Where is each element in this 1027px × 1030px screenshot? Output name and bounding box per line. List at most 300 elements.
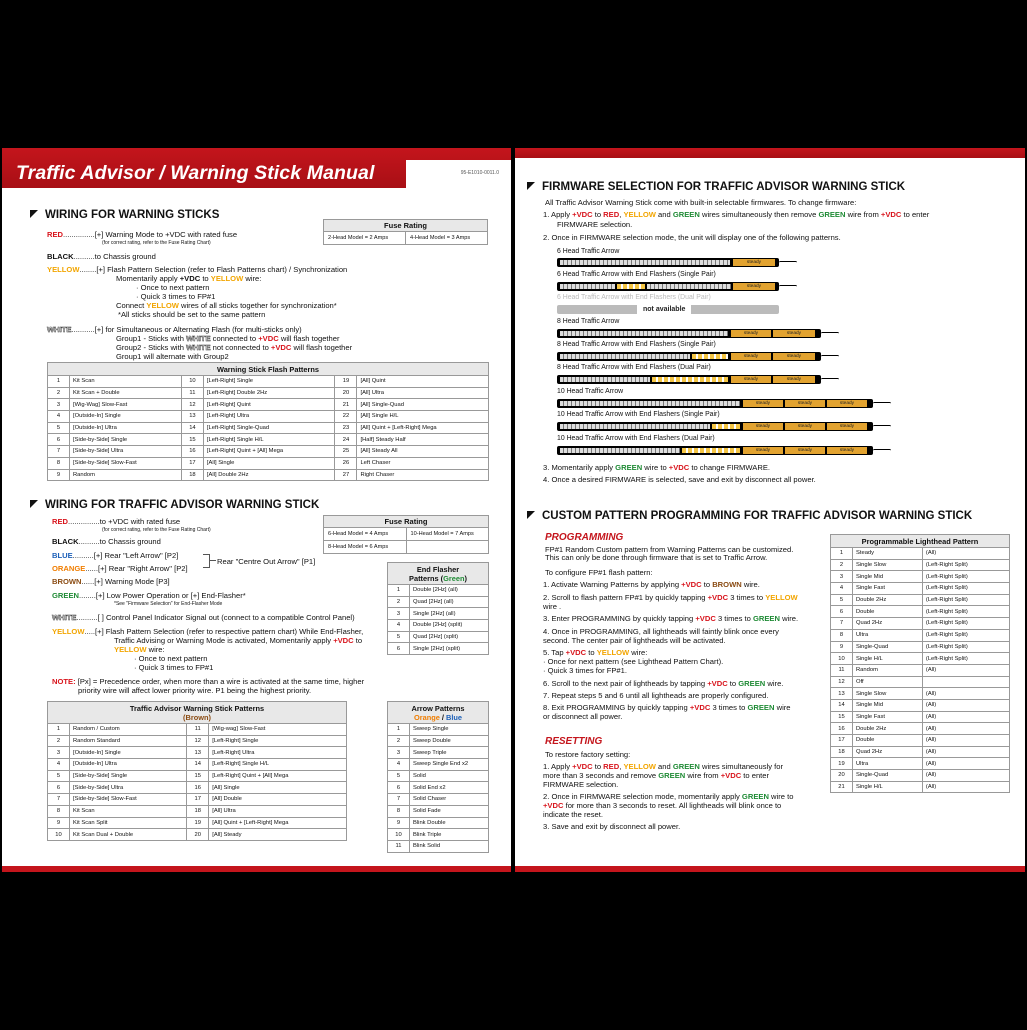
pattern-name-cell: Solid Fade: [410, 805, 489, 817]
section-marker-icon: [527, 511, 535, 519]
pattern-number-cell: 20: [335, 387, 357, 399]
pattern-name-cell: (Left-Right Split): [922, 583, 1009, 595]
pattern-number-cell: 8: [831, 629, 853, 641]
table-row: [831, 758, 1010, 770]
pattern-name-cell: [All] Double: [209, 794, 347, 806]
pattern-number-cell: 2: [831, 559, 853, 571]
pattern-name-cell: (Left-Right Split): [922, 594, 1009, 606]
fuse-rating-cell: 10-Head Model = 7 Amps: [410, 531, 474, 537]
pattern-name-cell: Quad 2Hz: [853, 618, 923, 630]
pattern-name-cell: Solid Chaser: [410, 794, 489, 806]
pattern-name-cell: Off: [853, 676, 923, 688]
end-flasher-patterns-table: [387, 562, 489, 655]
pattern-name-cell: [All] Ultra: [209, 805, 347, 817]
pattern-number-cell: 9: [48, 817, 70, 829]
pattern-name-cell: (All): [922, 664, 1009, 676]
pattern-number-cell: 25: [335, 446, 357, 458]
pattern-name-cell: [Left-Right] Quint + [All] Mega: [209, 770, 347, 782]
pattern-name-cell: [Left-Right] Ultra: [209, 747, 347, 759]
pattern-name-cell: (All): [922, 723, 1009, 735]
table-row: [831, 735, 1010, 747]
yellow-wire-line-3: · Once to next pattern: [136, 283, 210, 292]
yellow-wire-line-6: *All sticks should be set to the same pattern: [118, 310, 266, 319]
white-wire-line-2: Group1 - Sticks with WHITE connected to +VDC will flash together: [116, 334, 340, 343]
pattern-number-cell: 5: [831, 594, 853, 606]
table-row: [48, 724, 347, 736]
pattern-name-cell: (All): [922, 548, 1009, 560]
pattern-name-cell: [Half] Steady Half: [357, 434, 489, 446]
pattern-name-cell: [Outside-In] Single: [70, 411, 182, 423]
programming-step-4-cont: second. The center pair of lightheads will be activated.: [543, 636, 726, 645]
programming-intro-3: To configure FP#1 flash pattern:: [545, 568, 653, 577]
programming-step-2-cont: wire .: [543, 602, 562, 611]
table-row: [48, 446, 489, 458]
header-band: [515, 148, 1025, 158]
table-row: [831, 723, 1010, 735]
table-row: [48, 376, 489, 388]
pattern-name-cell: Single Fast: [853, 583, 923, 595]
table-row: [388, 805, 489, 817]
table-row: [388, 643, 489, 655]
pattern-number-cell: 6: [388, 643, 410, 655]
pattern-name-cell: Sweep Single: [410, 724, 489, 736]
pattern-name-cell: [All] Quint + [Left-Right] Mega: [209, 817, 347, 829]
pattern-number-cell: 1: [388, 724, 410, 736]
pattern-number-cell: 9: [388, 817, 410, 829]
table-row: [831, 781, 1010, 793]
ta-yellow-wire-line-2: Traffic Advising or Warning Mode is activated, Momentarily apply +VDC to: [114, 636, 363, 645]
pattern-number-cell: 2: [388, 596, 410, 608]
fuse-rating-cell: 6-Head Model = 4 Amps: [324, 528, 407, 540]
table-row: [48, 817, 347, 829]
pattern-number-cell: 3: [48, 399, 70, 411]
table-row: [48, 747, 347, 759]
flash-table-body: [48, 376, 489, 481]
table-row: [48, 735, 347, 747]
pattern-number-cell: 10: [388, 829, 410, 841]
table-row: [388, 817, 489, 829]
pattern-label: 8 Head Traffic Arrow with End Flashers (Dual Pair): [557, 364, 711, 371]
pattern-name-cell: Random Standard: [70, 735, 187, 747]
end-flasher-table-body: [388, 585, 489, 655]
table-row: [388, 747, 489, 759]
precedence-note-line-2: priority wire will affect lower priority wire. P1 being the highest priority.: [78, 686, 312, 695]
table-row: [831, 594, 1010, 606]
fuse-rating-row: [324, 528, 488, 541]
table-title: Programmable Lighthead Pattern: [831, 535, 1010, 548]
pattern-number-cell: 20: [187, 829, 209, 841]
programming-intro-1: FP#1 Random Custom pattern from Warning Patterns can be customized.: [545, 545, 794, 554]
table-title: Arrow Patterns Orange / Blue: [388, 702, 489, 724]
red-wire-line: RED...............[+] Warning Mode to +VDC with rated fuse: [47, 230, 238, 239]
light-stick: steady: [557, 282, 779, 291]
table-row: [388, 770, 489, 782]
pattern-number-cell: 4: [388, 620, 410, 632]
pattern-name-cell: Solid End x2: [410, 782, 489, 794]
pattern-name-cell: (All): [922, 758, 1009, 770]
light-stick: steady steady steady: [557, 422, 873, 431]
table-row: [48, 805, 347, 817]
pattern-name-cell: Kit Scan Dual + Double: [70, 829, 187, 841]
pattern-name-cell: [Outside-In] Single: [70, 747, 187, 759]
pattern-number-cell: 7: [388, 794, 410, 806]
pattern-name-cell: Single-Quad: [853, 641, 923, 653]
programmable-lighthead-pattern-table: [830, 534, 1010, 793]
pattern-name-cell: Single Slow: [853, 688, 923, 700]
pattern-number-cell: 16: [831, 723, 853, 735]
table-row: [388, 596, 489, 608]
pattern-number-cell: 23: [335, 422, 357, 434]
pattern-number-cell: 8: [388, 805, 410, 817]
arrow-table-body: [388, 724, 489, 853]
pattern-number-cell: 7: [48, 446, 70, 458]
pattern-number-cell: 12: [187, 735, 209, 747]
pattern-number-cell: 13: [181, 411, 203, 423]
pattern-name-cell: Double 2Hz: [853, 594, 923, 606]
pattern-number-cell: 13: [187, 747, 209, 759]
pattern-number-cell: 4: [388, 759, 410, 771]
pattern-number-cell: 27: [335, 469, 357, 481]
pattern-name-cell: [Left-Right] Double 2Hz: [203, 387, 335, 399]
pattern-name-cell: (All): [922, 781, 1009, 793]
pattern-number-cell: 12: [181, 399, 203, 411]
ta-blue-wire-line: BLUE..........[+] Rear "Left Arrow" [P2]: [52, 551, 179, 560]
pattern-label: 10 Head Traffic Arrow with End Flashers (Single Pair): [557, 411, 720, 418]
centre-arrow-connector: [210, 560, 216, 561]
firmware-step-1: 1. Apply +VDC to RED, YELLOW and GREEN wires simultaneously then remove GREEN wire from +VDC to enter: [543, 210, 930, 219]
fuse-rating-row: [324, 232, 487, 244]
pattern-name-cell: [Outside-In] Ultra: [70, 759, 187, 771]
resetting-step-2-cont: +VDC for more than 3 seconds to reset. All lightheads will blink once to: [543, 801, 782, 810]
pattern-name-cell: [Left-Right] Quint: [203, 399, 335, 411]
pattern-number-cell: 18: [181, 469, 203, 481]
pattern-name-cell: (All): [922, 735, 1009, 747]
pattern-number-cell: 11: [181, 387, 203, 399]
ta-yellow-wire-line-3: YELLOW wire:: [114, 645, 165, 654]
fuse-rating-cell: 8-Head Model = 6 Amps: [324, 541, 407, 553]
table-row: [388, 735, 489, 747]
pattern-number-cell: 14: [831, 699, 853, 711]
table-row: [831, 699, 1010, 711]
pattern-name-cell: [All] Steady: [209, 829, 347, 841]
pattern-number-cell: 10: [831, 653, 853, 665]
ta-green-wire-line: GREEN........[+] Low Power Operation or [+] End-Flasher*: [52, 591, 246, 600]
fuse-rating-title: Fuse Rating: [324, 220, 487, 232]
pattern-number-cell: 17: [831, 735, 853, 747]
table-row: [48, 794, 347, 806]
pattern-name-cell: Random / Custom: [70, 724, 187, 736]
table-row: [831, 770, 1010, 782]
pattern-name-cell: [Left-Right] Single H/L: [209, 759, 347, 771]
firmware-step-1-cont: FIRMWARE selection.: [557, 220, 633, 229]
table-row: [831, 548, 1010, 560]
pattern-number-cell: 2: [48, 387, 70, 399]
ta-yellow-wire-line-4: · Once to next pattern: [134, 654, 208, 663]
pattern-name-cell: (Left-Right Split): [922, 559, 1009, 571]
table-row: [48, 782, 347, 794]
light-stick: steady steady: [557, 375, 821, 384]
programming-step-5-b: · Quick 3 times for FP#1.: [543, 666, 627, 675]
table-row: [48, 770, 347, 782]
pattern-number-cell: 15: [831, 711, 853, 723]
pattern-number-cell: 1: [388, 585, 410, 597]
pattern-name-cell: [All] Single: [209, 782, 347, 794]
table-title: Warning Stick Flash Patterns: [48, 363, 489, 376]
pattern-number-cell: 6: [831, 606, 853, 618]
yellow-wire-line-4: · Quick 3 times to FP#1: [136, 292, 216, 301]
pattern-number-cell: 17: [181, 457, 203, 469]
pattern-number-cell: 5: [48, 770, 70, 782]
light-stick: steady steady steady: [557, 446, 873, 455]
ta-brown-wire-line: BROWN......[+] Warning Mode [P3]: [52, 577, 170, 586]
pattern-name-cell: [Left-Right] Ultra: [203, 411, 335, 423]
pattern-name-cell: (All): [922, 688, 1009, 700]
yellow-wire-line-2: Momentarily apply +VDC to YELLOW wire:: [116, 274, 262, 283]
pattern-name-cell: Single [2Hz] (split): [410, 643, 489, 655]
section-marker-icon: [30, 500, 38, 508]
table-row: [831, 618, 1010, 630]
pattern-name-cell: [Left-Right] Single H/L: [203, 434, 335, 446]
pattern-number-cell: 21: [335, 399, 357, 411]
pattern-name-cell: Single H/L: [853, 653, 923, 665]
pattern-name-cell: Kit Scan: [70, 376, 182, 388]
pattern-label: 6 Head Traffic Arrow with End Flashers (Single Pair): [557, 271, 716, 278]
pattern-number-cell: 1: [48, 724, 70, 736]
table-row: [388, 608, 489, 620]
right-manual-page: [515, 148, 1025, 872]
resetting-step-2-cont2: indicate the reset.: [543, 810, 603, 819]
ta-red-wire-note: (for correct rating, refer to the Fuse Rating Chart): [102, 527, 211, 533]
pattern-number-cell: 14: [187, 759, 209, 771]
pattern-number-cell: 4: [48, 759, 70, 771]
pattern-name-cell: [Side-by-Side] Slow-Fast: [70, 794, 187, 806]
programming-step-8: 8. Exit PROGRAMMING by quickly tapping +VDC 3 times to GREEN wire: [543, 703, 791, 712]
pattern-name-cell: Double [2Hz] (split): [410, 620, 489, 632]
pattern-number-cell: 3: [48, 747, 70, 759]
pattern-number-cell: 6: [388, 782, 410, 794]
table-row: [388, 724, 489, 736]
resetting-step-1-cont: more than 3 seconds and remove GREEN wire from +VDC to enter: [543, 771, 770, 780]
ta-green-wire-note: *See "Firmware Selection" for End-Flasher Mode: [114, 601, 223, 607]
pattern-number-cell: 4: [831, 583, 853, 595]
fuse-rating-title: Fuse Rating: [324, 516, 488, 528]
pattern-name-cell: Ultra: [853, 758, 923, 770]
pattern-name-cell: [All] Quint + [Left-Right] Mega: [357, 422, 489, 434]
pattern-name-cell: [Side-by-Side] Ultra: [70, 782, 187, 794]
pattern-name-cell: Blink Solid: [410, 840, 489, 852]
pattern-number-cell: 1: [831, 548, 853, 560]
pattern-name-cell: Double: [853, 735, 923, 747]
firmware-step-4: 4. Once a desired FIRMWARE is selected, save and exit by disconnect all power.: [543, 475, 816, 484]
table-row: [48, 457, 489, 469]
pattern-number-cell: 3: [388, 608, 410, 620]
pattern-name-cell: Steady: [853, 548, 923, 560]
pattern-number-cell: 22: [335, 411, 357, 423]
section-marker-icon: [527, 182, 535, 190]
resetting-step-2: 2. Once in FIRMWARE selection mode, momentarily apply GREEN wire to: [543, 792, 794, 801]
pattern-number-cell: 21: [831, 781, 853, 793]
pattern-label: 8 Head Traffic Arrow with End Flashers (Single Pair): [557, 341, 716, 348]
firmware-step-2: 2. Once in FIRMWARE selection mode, the unit will display one of the following patterns.: [543, 233, 841, 242]
programming-subtitle: PROGRAMMING: [545, 532, 624, 543]
pattern-name-cell: Solid: [410, 770, 489, 782]
yellow-wire-line-5: Connect YELLOW wires of all sticks together for synchronization*: [116, 301, 337, 310]
pattern-name-cell: [Side-by-Side] Single: [70, 770, 187, 782]
wiring-warning-sticks-title: WIRING FOR WARNING STICKS: [30, 209, 219, 221]
table-row: [831, 664, 1010, 676]
pattern-name-cell: [All] Steady All: [357, 446, 489, 458]
pattern-number-cell: 19: [335, 376, 357, 388]
red-wire-note: (for correct rating, refer to the Fuse Rating Chart): [102, 240, 211, 246]
pattern-name-cell: Double [2Hz] (all): [410, 585, 489, 597]
pattern-number-cell: 11: [831, 664, 853, 676]
pattern-name-cell: [Outside-In] Ultra: [70, 422, 182, 434]
pattern-name-cell: (Left-Right Split): [922, 618, 1009, 630]
pattern-number-cell: 1: [48, 376, 70, 388]
pattern-number-cell: 8: [48, 457, 70, 469]
programming-step-6: 6. Scroll to the next pair of lightheads by tapping +VDC to GREEN wire.: [543, 679, 784, 688]
table-row: [388, 620, 489, 632]
table-row: [48, 387, 489, 399]
light-stick: steady steady: [557, 352, 821, 361]
pattern-name-cell: (Left-Right Split): [922, 629, 1009, 641]
table-row: [48, 469, 489, 481]
resetting-step-1-cont2: FIRMWARE selection.: [543, 780, 619, 789]
table-row: [388, 840, 489, 852]
fuse-rating-cell: 2-Head Model = 2 Amps: [324, 232, 406, 244]
precedence-note-line-1: NOTE: [Px] = Precedence order, when more than a wire is activated at the same time, higher: [52, 677, 365, 686]
ta-orange-wire-line: ORANGE......[+] Rear "Right Arrow" [P2]: [52, 564, 188, 573]
pattern-label: 6 Head Traffic Arrow: [557, 248, 620, 255]
pattern-number-cell: 10: [48, 829, 70, 841]
table-row: [831, 606, 1010, 618]
table-row: [831, 676, 1010, 688]
pattern-name-cell: Random: [70, 469, 182, 481]
firmware-step-3: 3. Momentarily apply GREEN wire to +VDC to change FIRMWARE.: [543, 463, 770, 472]
table-row: [831, 629, 1010, 641]
pattern-name-cell: Single Mid: [853, 571, 923, 583]
pattern-number-cell: 14: [181, 422, 203, 434]
table-row: [831, 688, 1010, 700]
pattern-number-cell: 19: [831, 758, 853, 770]
table-row: [831, 583, 1010, 595]
ta-table-body: [48, 724, 347, 841]
pattern-name-cell: Double 2Hz: [853, 723, 923, 735]
pattern-name-cell: Double: [853, 606, 923, 618]
pattern-name-cell: [All] Double 2Hz: [203, 469, 335, 481]
pattern-name-cell: Sweep Double: [410, 735, 489, 747]
table-title: Traffic Advisor Warning Stick Patterns (Brown): [48, 702, 347, 724]
table-row: [831, 653, 1010, 665]
pattern-name-cell: Single Mid: [853, 699, 923, 711]
pattern-name-cell: Quad 2Hz: [853, 746, 923, 758]
pattern-number-cell: 9: [831, 641, 853, 653]
pattern-name-cell: Single H/L: [853, 781, 923, 793]
pattern-name-cell: [Left-Right] Single: [203, 376, 335, 388]
ta-black-wire-line: BLACK..........to Chassis ground: [52, 537, 161, 546]
light-stick: steady steady steady: [557, 399, 873, 408]
arrow-patterns-table: [387, 701, 489, 853]
pattern-name-cell: [All] Single: [203, 457, 335, 469]
ta-white-wire-line: WHITE..........[ ] Control Panel Indicator Signal out (connect to a compatible Control Panel): [52, 613, 355, 622]
pattern-number-cell: 3: [388, 747, 410, 759]
pattern-name-cell: Quad [2Hz] (split): [410, 631, 489, 643]
yellow-wire-line: YELLOW........[+] Flash Pattern Selection (refer to Flash Patterns chart) / Synchronization: [47, 265, 348, 274]
pattern-number-cell: 6: [48, 782, 70, 794]
pattern-name-cell: Ultra: [853, 629, 923, 641]
ta-yellow-wire-line-5: · Quick 3 times to FP#1: [134, 663, 214, 672]
fuse-rating-cell: [407, 541, 489, 553]
resetting-intro: To restore factory setting:: [545, 750, 631, 759]
table-row: [388, 829, 489, 841]
pattern-name-cell: [Left-Right] Single: [209, 735, 347, 747]
pattern-number-cell: 12: [831, 676, 853, 688]
pattern-name-cell: Single Fast: [853, 711, 923, 723]
pattern-name-cell: (Left-Right Split): [922, 571, 1009, 583]
pattern-number-cell: 2: [388, 735, 410, 747]
pattern-name-cell: Single Slow: [853, 559, 923, 571]
pattern-number-cell: 5: [388, 631, 410, 643]
pattern-name-cell: [Side-by-Side] Ultra: [70, 446, 182, 458]
light-stick: steady: [557, 258, 779, 267]
lighthead-table-body: [831, 548, 1010, 793]
pattern-name-cell: Random: [853, 664, 923, 676]
pattern-name-cell: (Left-Right Split): [922, 653, 1009, 665]
table-row: [388, 794, 489, 806]
pattern-name-cell: Kit Scan: [70, 805, 187, 817]
pattern-number-cell: 15: [181, 434, 203, 446]
pattern-number-cell: 19: [187, 817, 209, 829]
programming-step-5: 5. Tap +VDC to YELLOW wire:: [543, 648, 648, 657]
table-row: [831, 746, 1010, 758]
pattern-name-cell: [Wig-wag] Slow-Fast: [209, 724, 347, 736]
fuse-rating-row: [324, 541, 488, 553]
traffic-advisor-patterns-table: [47, 701, 347, 841]
table-row: [388, 759, 489, 771]
pattern-number-cell: 16: [187, 782, 209, 794]
pattern-name-cell: [Side-by-Side] Slow-Fast: [70, 457, 182, 469]
pattern-number-cell: 10: [181, 376, 203, 388]
pattern-number-cell: 11: [187, 724, 209, 736]
table-row: [48, 399, 489, 411]
pattern-name-cell: Quad [2Hz] (all): [410, 596, 489, 608]
firmware-selection-title: FIRMWARE SELECTION FOR TRAFFIC ADVISOR WARNING STICK: [527, 181, 905, 193]
programming-step-1: 1. Activate Warning Patterns by applying +VDC to BROWN wire.: [543, 580, 760, 589]
pattern-name-cell: Left Chaser: [357, 457, 489, 469]
pattern-number-cell: 6: [48, 434, 70, 446]
pattern-name-cell: (Left-Right Split): [922, 641, 1009, 653]
pattern-name-cell: [All] Quint: [357, 376, 489, 388]
pattern-label: 10 Head Traffic Arrow: [557, 388, 624, 395]
pattern-number-cell: 8: [48, 805, 70, 817]
programming-step-2: 2. Scroll to flash pattern FP#1 by quickly tapping +VDC 3 times to YELLOW: [543, 593, 798, 602]
pattern-name-cell: (All): [922, 770, 1009, 782]
pattern-name-cell: Single [2Hz] (all): [410, 608, 489, 620]
programming-step-3: 3. Enter PROGRAMMING by quickly tapping +VDC 3 times to GREEN wire.: [543, 614, 799, 623]
pattern-name-cell: [922, 676, 1009, 688]
resetting-subtitle: RESETTING: [545, 736, 603, 747]
pattern-name-cell: (All): [922, 711, 1009, 723]
pattern-number-cell: 9: [48, 469, 70, 481]
pattern-name-cell: [Wig-Wag] Slow-Fast: [70, 399, 182, 411]
table-row: [48, 829, 347, 841]
pattern-number-cell: 16: [181, 446, 203, 458]
pattern-label: 6 Head Traffic Arrow with End Flashers (Dual Pair): [557, 294, 711, 301]
pattern-name-cell: Kit Scan + Double: [70, 387, 182, 399]
resetting-step-1: 1. Apply +VDC to RED, YELLOW and GREEN wires simultaneously for: [543, 762, 783, 771]
pattern-number-cell: 17: [187, 794, 209, 806]
pattern-number-cell: 5: [388, 770, 410, 782]
